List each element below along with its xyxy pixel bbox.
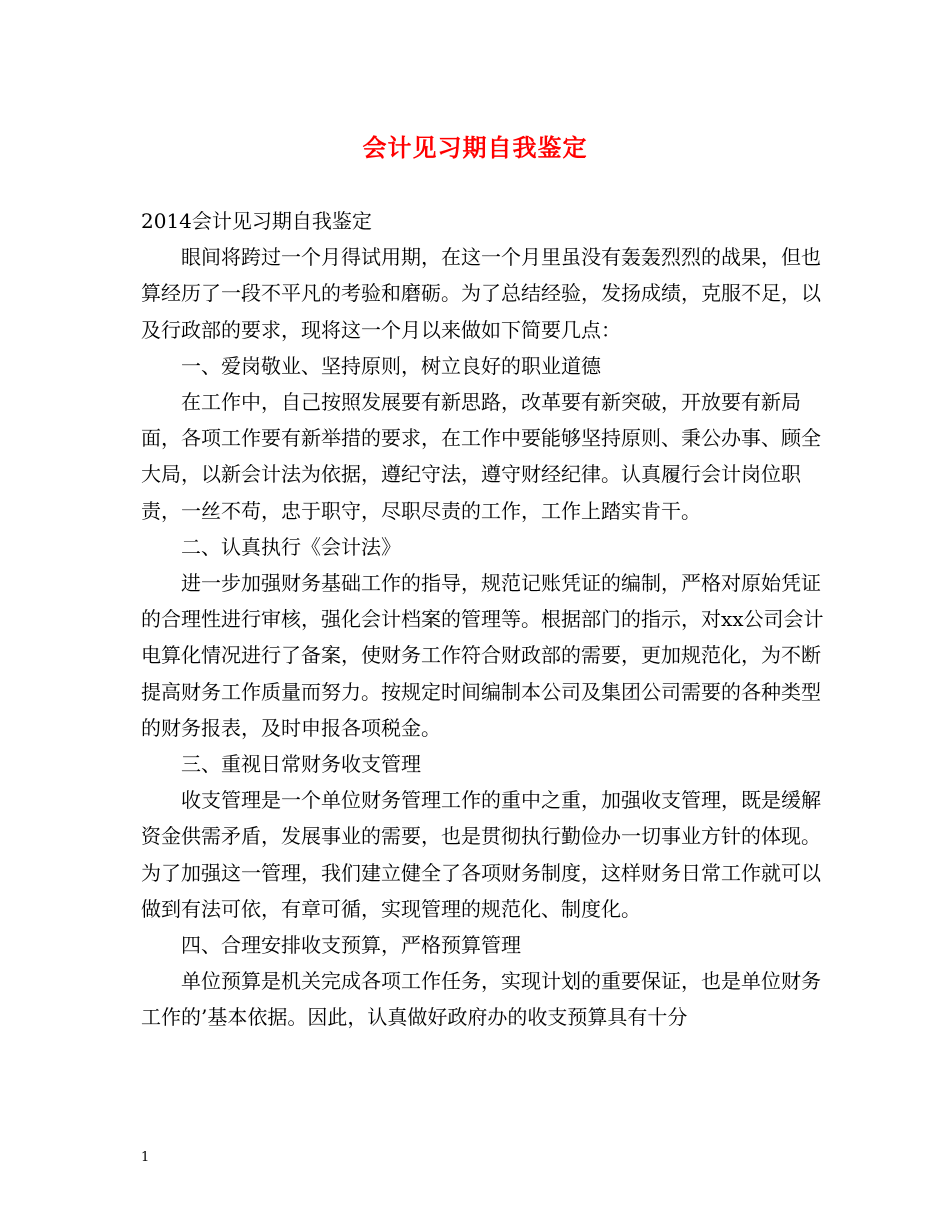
section-heading-3: 三、重视日常财务收支管理 (181, 752, 421, 777)
document-title: 会计见习期自我鉴定 (362, 133, 588, 162)
page-number: 1 (141, 1150, 150, 1165)
paragraph-intro: 眼间将跨过一个月得试用期，在这一个月里虽没有轰轰烈烈的战果，但也算经历了一段不平凡的考验和磨砺。为了总结经验，发扬成绩，克服不足，以及行政部的要求，现将这一个月以来做如下简要几点： (141, 245, 821, 342)
paragraph-section-1: 在工作中，自己按照发展要有新思路，改革要有新突破，开放要有新局面，各项工作要有新举措的要求，在工作中要能够坚持原则、秉公办事、顾全大局，以新会计法为依据，遵纪守法，遵守财经纪律。认真履行会计岗位职责，一丝不苟，忠于职守，尽职尽责的工作，工作上踏实肯干。 (141, 390, 821, 523)
section-heading-1: 一、爱岗敬业、坚持原则，树立良好的职业道德 (181, 353, 601, 378)
document-body (141, 203, 831, 1036)
subtitle-line: 2014会计见习期自我鉴定 (141, 209, 372, 233)
paragraph-section-3: 收支管理是一个单位财务管理工作的重中之重，加强收支管理，既是缓解资金供需矛盾，发展事业的需要，也是贯彻执行勤俭办一切事业方针的体现。为了加强这一管理，我们建立健全了各项财务制度，这样财务日常工作就可以做到有法可依，有章可循，实现管理的规范化、制度化。 (141, 788, 821, 921)
section-heading-2: 二、认真执行《会计法》 (181, 534, 401, 559)
section-heading-4: 四、合理安排收支预算，严格预算管理 (181, 933, 521, 958)
paragraph-section-4: 单位预算是机关完成各项工作任务，实现计划的重要保证，也是单位财务工作的’基本依据。因此，认真做好政府办的收支预算具有十分 (141, 969, 821, 1030)
paragraph-section-2: 进一步加强财务基础工作的指导，规范记账凭证的编制，严格对原始凭证的合理性进行审核，强化会计档案的管理等。根据部门的指示，对xx公司会计电算化情况进行了备案，使财务工作符合财政部的需要，更加规范化，为不断提高财务工作质量而努力。按规定时间编制本公司及集团公司需要的各种类型的财务报表，及时申报各项税金。 (141, 571, 824, 740)
